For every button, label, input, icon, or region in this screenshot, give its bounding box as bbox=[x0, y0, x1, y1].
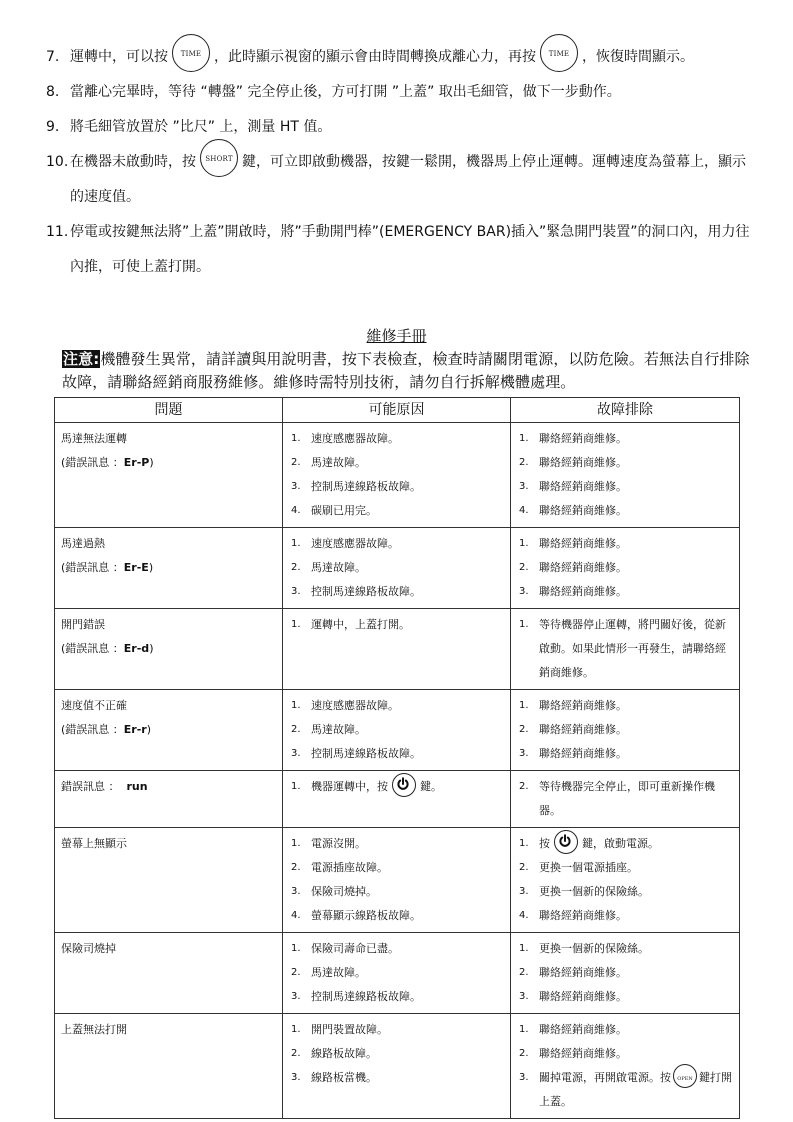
error-code: Er-d bbox=[123, 642, 150, 655]
step-item bbox=[46, 40, 751, 75]
text-run: 將毛細管放置於 ”比尺” 上，測量 HT 值。 bbox=[70, 119, 332, 135]
item-number: 3. bbox=[291, 886, 301, 897]
step-text bbox=[70, 224, 750, 275]
item-text bbox=[539, 585, 627, 598]
text-run: 鍵，可立即啟動機器，按鍵一鬆開，機器馬上停止運轉。運轉速度為螢幕上，顯示的速度值。 bbox=[70, 154, 746, 205]
item-text bbox=[311, 537, 399, 550]
header-cause: 可能原因 bbox=[283, 398, 511, 423]
item-number: 1. bbox=[519, 700, 529, 711]
cause-item bbox=[289, 961, 504, 985]
item-text bbox=[539, 1047, 627, 1060]
text-run: 鍵，啟動電源。 bbox=[582, 837, 659, 850]
fix-item bbox=[517, 880, 733, 904]
item-text bbox=[539, 504, 627, 517]
item-text bbox=[539, 1023, 627, 1036]
cause-item bbox=[289, 613, 504, 637]
text-run: 聯絡經銷商維修。 bbox=[539, 480, 627, 493]
item-text bbox=[539, 942, 649, 955]
text-run: 碳刷已用完。 bbox=[311, 504, 377, 517]
item-text bbox=[311, 780, 442, 793]
cause-item bbox=[289, 985, 504, 1009]
text-run: 控制馬達線路板故障。 bbox=[311, 990, 421, 1003]
problem-cell bbox=[55, 828, 283, 933]
problem-cell bbox=[55, 933, 283, 1014]
table-row bbox=[55, 690, 740, 771]
item-text bbox=[311, 504, 377, 517]
text-run: 馬達故障。 bbox=[311, 966, 366, 979]
cause-item bbox=[289, 475, 504, 499]
power-icon bbox=[554, 830, 578, 854]
error-message-line bbox=[61, 775, 276, 799]
cause-item bbox=[289, 937, 504, 961]
text-run: 聯絡經銷商維修。 bbox=[539, 504, 627, 517]
text-run: 電源插座故障。 bbox=[311, 861, 388, 874]
problem-label: 上蓋無法打開 bbox=[61, 1023, 127, 1036]
text-run: 聯絡經銷商維修。 bbox=[539, 537, 627, 550]
power-icon bbox=[392, 773, 416, 797]
problem-cell bbox=[55, 771, 283, 828]
text-run: 在機器未啟動時，按 bbox=[70, 154, 196, 170]
cause-item bbox=[289, 832, 504, 856]
fix-cell bbox=[511, 1014, 740, 1119]
item-number: 2. bbox=[519, 1048, 529, 1059]
item-text bbox=[311, 723, 366, 736]
error-code: run bbox=[126, 780, 148, 793]
error-prefix: (錯誤訊息 ： bbox=[61, 561, 124, 574]
cause-item bbox=[289, 427, 504, 451]
item-text bbox=[539, 966, 627, 979]
fix-item bbox=[517, 499, 733, 523]
item-number: 1. bbox=[519, 433, 529, 444]
item-text bbox=[539, 747, 627, 760]
maintenance-table bbox=[54, 397, 740, 1119]
table-row bbox=[55, 609, 740, 690]
text-run: 關掉電源，再開啟電源。按 bbox=[539, 1071, 671, 1084]
problem-cell bbox=[55, 423, 283, 528]
step-text bbox=[70, 154, 746, 205]
item-text bbox=[539, 432, 627, 445]
text-run: 聯絡經銷商維修。 bbox=[539, 585, 627, 598]
cause-cell bbox=[283, 1014, 511, 1119]
text-run: 聯絡經銷商維修。 bbox=[539, 456, 627, 469]
error-code: Er-P bbox=[123, 456, 150, 469]
item-number: 4. bbox=[291, 505, 301, 516]
fix-item bbox=[517, 1018, 733, 1042]
item-number: 1. bbox=[519, 838, 529, 849]
item-text bbox=[311, 585, 421, 598]
item-text bbox=[539, 561, 627, 574]
item-number: 4. bbox=[519, 910, 529, 921]
item-text bbox=[311, 885, 377, 898]
cause-item bbox=[289, 1018, 504, 1042]
text-run: 速度感應器故障。 bbox=[311, 537, 399, 550]
item-text bbox=[311, 909, 421, 922]
step-item bbox=[46, 215, 751, 285]
text-run: 按 bbox=[539, 837, 550, 850]
fix-cell bbox=[511, 690, 740, 771]
item-text bbox=[311, 1047, 377, 1060]
text-run: 聯絡經銷商維修。 bbox=[539, 747, 627, 760]
table-row bbox=[55, 423, 740, 528]
table-row bbox=[55, 828, 740, 933]
item-text bbox=[539, 480, 627, 493]
header-problem: 問題 bbox=[55, 398, 283, 423]
notice-text: 機體發生異常，請詳讀與用說明書，按下表檢查，檢查時請關閉電源，以防危險。若無法自行排除故障，請聯絡經銷商服務維修。維修時需特別技術，請勿自行拆解機體處理。 bbox=[62, 350, 750, 391]
table-header-row bbox=[55, 398, 740, 423]
text-run: 速度感應器故障。 bbox=[311, 699, 399, 712]
item-text bbox=[539, 618, 726, 679]
item-number: 2. bbox=[519, 457, 529, 468]
item-number: 2. bbox=[519, 724, 529, 735]
text-run: 聯絡經銷商維修。 bbox=[539, 909, 627, 922]
item-number: 2. bbox=[291, 1048, 301, 1059]
cause-cell bbox=[283, 771, 511, 828]
notice-tag: 注意: bbox=[63, 350, 100, 368]
text-run: 開門裝置故障。 bbox=[311, 1023, 388, 1036]
text-run: 保險司燒掉。 bbox=[311, 885, 377, 898]
text-run: 更換一個電源插座。 bbox=[539, 861, 638, 874]
text-run: 運轉中，上蓋打開。 bbox=[311, 618, 410, 631]
text-run: 控制馬達線路板故障。 bbox=[311, 480, 421, 493]
text-run: 聯絡經銷商維修。 bbox=[539, 561, 627, 574]
cause-item bbox=[289, 880, 504, 904]
text-run: 鍵打開上蓋。 bbox=[539, 1071, 732, 1108]
item-number: 3. bbox=[519, 748, 529, 759]
item-number: 2. bbox=[519, 781, 529, 792]
error-message-line bbox=[61, 637, 276, 661]
text-run: 更換一個新的保險絲。 bbox=[539, 942, 649, 955]
item-text bbox=[311, 456, 366, 469]
fix-item bbox=[517, 775, 733, 823]
key-open-icon bbox=[673, 1064, 697, 1088]
cause-item bbox=[289, 775, 504, 799]
header-fix: 故障排除 bbox=[511, 398, 740, 423]
text-run: 聯絡經銷商維修。 bbox=[539, 432, 627, 445]
error-suffix: ) bbox=[146, 723, 152, 736]
cause-item bbox=[289, 1066, 504, 1090]
text-run: 聯絡經銷商維修。 bbox=[539, 1023, 627, 1036]
item-number: 1. bbox=[291, 433, 301, 444]
item-number: 3. bbox=[291, 481, 301, 492]
problem-label: 速度值不正確 bbox=[61, 699, 127, 712]
text-run: 聯絡經銷商維修。 bbox=[539, 990, 627, 1003]
section-title: 維修手冊 bbox=[366, 327, 427, 345]
item-number: 3. bbox=[291, 1072, 301, 1083]
item-text bbox=[311, 837, 366, 850]
problem-label: 螢幕上無顯示 bbox=[61, 837, 127, 850]
table-row bbox=[55, 1014, 740, 1119]
cause-item bbox=[289, 499, 504, 523]
item-text bbox=[311, 480, 421, 493]
problem-label: 馬達無法運轉 bbox=[61, 432, 127, 445]
problem-label: 開門錯誤 bbox=[61, 618, 105, 631]
item-number: 1. bbox=[291, 619, 301, 630]
item-text bbox=[311, 942, 399, 955]
problem-label: 錯誤訊息 ： bbox=[61, 780, 120, 793]
cause-cell bbox=[283, 933, 511, 1014]
error-code: Er-r bbox=[123, 723, 147, 736]
key-time-icon bbox=[172, 34, 210, 72]
fix-item bbox=[517, 694, 733, 718]
text-run: 聯絡經銷商維修。 bbox=[539, 966, 627, 979]
step-number: 9. bbox=[46, 119, 60, 135]
text-run: 運轉中，可以按 bbox=[70, 49, 168, 65]
error-suffix: ) bbox=[149, 456, 154, 469]
fix-item bbox=[517, 856, 733, 880]
fix-item bbox=[517, 613, 733, 685]
problem-label: 馬達過熱 bbox=[61, 537, 105, 550]
fix-item bbox=[517, 475, 733, 499]
step-item bbox=[46, 75, 751, 110]
problem-cell bbox=[55, 690, 283, 771]
item-text bbox=[539, 780, 715, 817]
step-text bbox=[70, 119, 331, 135]
fix-item bbox=[517, 742, 733, 766]
error-suffix: ) bbox=[149, 642, 154, 655]
text-run: ，此時顯示視窗的顯示會由時間轉換成離心力，再按 bbox=[214, 49, 536, 65]
cause-item bbox=[289, 580, 504, 604]
step-number: 8. bbox=[46, 84, 60, 100]
step-text bbox=[70, 49, 694, 65]
key-label: TIME bbox=[180, 50, 202, 58]
text-run: 聯絡經銷商維修。 bbox=[539, 699, 627, 712]
instruction-steps bbox=[46, 40, 751, 285]
fix-item bbox=[517, 985, 733, 1009]
fix-cell bbox=[511, 609, 740, 690]
text-run: 等待機器完全停止，即可重新操作機器。 bbox=[539, 780, 715, 817]
text-run: 馬達故障。 bbox=[311, 723, 366, 736]
error-message-line bbox=[61, 451, 276, 475]
problem-label: 保險司燒掉 bbox=[61, 942, 116, 955]
item-text bbox=[539, 909, 627, 922]
cause-cell bbox=[283, 828, 511, 933]
item-number: 1. bbox=[291, 838, 301, 849]
item-text bbox=[311, 1071, 377, 1084]
text-run: 馬達故障。 bbox=[311, 456, 366, 469]
item-number: 1. bbox=[291, 700, 301, 711]
fix-item bbox=[517, 832, 733, 856]
fix-item bbox=[517, 961, 733, 985]
item-number: 3. bbox=[519, 991, 529, 1002]
text-run: 等待機器停止運轉，將門關好後，從新啟動。如果此情形一再發生，請聯絡經銷商維修。 bbox=[539, 618, 726, 679]
key-label: SHORT bbox=[205, 155, 233, 163]
cause-item bbox=[289, 532, 504, 556]
cause-item bbox=[289, 856, 504, 880]
item-number: 1. bbox=[291, 943, 301, 954]
key-short-icon bbox=[200, 139, 238, 177]
item-text bbox=[539, 990, 627, 1003]
fix-item bbox=[517, 532, 733, 556]
fix-item bbox=[517, 1042, 733, 1066]
error-prefix: (錯誤訊息 ： bbox=[61, 456, 124, 469]
fix-item bbox=[517, 451, 733, 475]
text-run: 螢幕顯示線路板故障。 bbox=[311, 909, 421, 922]
step-number: 7. bbox=[46, 49, 60, 65]
problem-cell bbox=[55, 528, 283, 609]
text-run: 鍵。 bbox=[420, 780, 442, 793]
fix-cell bbox=[511, 528, 740, 609]
fix-item bbox=[517, 718, 733, 742]
item-number: 1. bbox=[519, 538, 529, 549]
text-run: 馬達故障。 bbox=[311, 561, 366, 574]
text-run: 更換一個新的保險絲。 bbox=[539, 885, 649, 898]
item-text bbox=[311, 432, 399, 445]
text-run: 聯絡經銷商維修。 bbox=[539, 1047, 627, 1060]
item-text bbox=[311, 1023, 388, 1036]
step-text bbox=[70, 84, 621, 100]
fix-item bbox=[517, 427, 733, 451]
item-number: 3. bbox=[519, 886, 529, 897]
cause-cell bbox=[283, 609, 511, 690]
cause-item bbox=[289, 1042, 504, 1066]
error-code: Er-E bbox=[123, 561, 149, 574]
item-number: 1. bbox=[519, 1024, 529, 1035]
key-label: TIME bbox=[548, 50, 570, 58]
item-number: 2. bbox=[291, 967, 301, 978]
item-text bbox=[311, 747, 421, 760]
key-label: OPEN bbox=[677, 1076, 693, 1082]
item-number: 3. bbox=[519, 1072, 529, 1083]
step-item bbox=[46, 110, 751, 145]
notice-paragraph bbox=[62, 348, 754, 394]
table-row bbox=[55, 771, 740, 828]
fix-item bbox=[517, 556, 733, 580]
step-number: 11. bbox=[46, 224, 69, 240]
item-text bbox=[311, 618, 410, 631]
item-number: 4. bbox=[291, 910, 301, 921]
text-run: 機器運轉中，按 bbox=[311, 780, 388, 793]
step-number: 10. bbox=[46, 154, 69, 170]
fix-item bbox=[517, 1066, 733, 1114]
fix-cell bbox=[511, 828, 740, 933]
error-suffix: ) bbox=[148, 561, 154, 574]
cause-cell bbox=[283, 423, 511, 528]
text-run: 線路板當機。 bbox=[311, 1071, 377, 1084]
error-message-line bbox=[61, 556, 276, 580]
item-text bbox=[311, 699, 399, 712]
cause-item bbox=[289, 694, 504, 718]
fix-item bbox=[517, 904, 733, 928]
item-text bbox=[539, 723, 627, 736]
error-prefix: (錯誤訊息 ： bbox=[61, 642, 124, 655]
text-run: 當離心完畢時，等待 “轉盤” 完全停止後，方可打開 ”上蓋” 取出毛細管，做下一步動作。 bbox=[70, 84, 621, 100]
cause-cell bbox=[283, 690, 511, 771]
item-number: 2. bbox=[291, 457, 301, 468]
text-run: 控制馬達線路板故障。 bbox=[311, 585, 421, 598]
item-text bbox=[539, 861, 638, 874]
fix-cell bbox=[511, 771, 740, 828]
item-text bbox=[311, 966, 366, 979]
item-text bbox=[539, 885, 649, 898]
fix-item bbox=[517, 937, 733, 961]
item-number: 1. bbox=[519, 943, 529, 954]
item-number: 4. bbox=[519, 505, 529, 516]
item-number: 1. bbox=[519, 619, 529, 630]
text-run: 控制馬達線路板故障。 bbox=[311, 747, 421, 760]
item-number: 2. bbox=[291, 724, 301, 735]
cause-item bbox=[289, 451, 504, 475]
item-number: 2. bbox=[519, 862, 529, 873]
item-number: 1. bbox=[291, 781, 301, 792]
text-run: 聯絡經銷商維修。 bbox=[539, 723, 627, 736]
key-time-icon bbox=[540, 34, 578, 72]
cause-item bbox=[289, 904, 504, 928]
cause-item bbox=[289, 556, 504, 580]
item-text bbox=[311, 561, 366, 574]
cause-item bbox=[289, 718, 504, 742]
item-number: 2. bbox=[519, 562, 529, 573]
item-text bbox=[539, 1071, 732, 1108]
fix-item bbox=[517, 580, 733, 604]
text-run: 保險司壽命已盡。 bbox=[311, 942, 399, 955]
item-number: 2. bbox=[291, 862, 301, 873]
item-text bbox=[311, 990, 421, 1003]
table-row bbox=[55, 933, 740, 1014]
step-item bbox=[46, 145, 751, 215]
text-run: 停電或按鍵無法將”上蓋”開啟時，將”手動開門棒”(EMERGENCY BAR)插入”緊急開門裝置”的洞口內，用力往內推，可使上蓋打開。 bbox=[70, 224, 750, 275]
item-text bbox=[539, 699, 627, 712]
item-number: 3. bbox=[519, 481, 529, 492]
problem-cell bbox=[55, 1014, 283, 1119]
item-number: 2. bbox=[291, 562, 301, 573]
text-run: ，恢復時間顯示。 bbox=[582, 49, 694, 65]
item-number: 2. bbox=[519, 967, 529, 978]
item-number: 3. bbox=[291, 991, 301, 1002]
item-number: 3. bbox=[519, 586, 529, 597]
error-message-line bbox=[61, 718, 276, 742]
text-run: 電源沒開。 bbox=[311, 837, 366, 850]
item-text bbox=[539, 456, 627, 469]
cause-cell bbox=[283, 528, 511, 609]
cause-item bbox=[289, 742, 504, 766]
error-prefix: (錯誤訊息 ： bbox=[61, 723, 124, 736]
item-text bbox=[539, 837, 659, 850]
text-run: 速度感應器故障。 bbox=[311, 432, 399, 445]
text-run: 線路板故障。 bbox=[311, 1047, 377, 1060]
item-text bbox=[539, 537, 627, 550]
item-number: 1. bbox=[291, 538, 301, 549]
table-row bbox=[55, 528, 740, 609]
item-text bbox=[311, 861, 388, 874]
item-number: 1. bbox=[291, 1024, 301, 1035]
item-number: 3. bbox=[291, 586, 301, 597]
fix-cell bbox=[511, 933, 740, 1014]
problem-cell bbox=[55, 609, 283, 690]
item-number: 3. bbox=[291, 748, 301, 759]
fix-cell bbox=[511, 423, 740, 528]
